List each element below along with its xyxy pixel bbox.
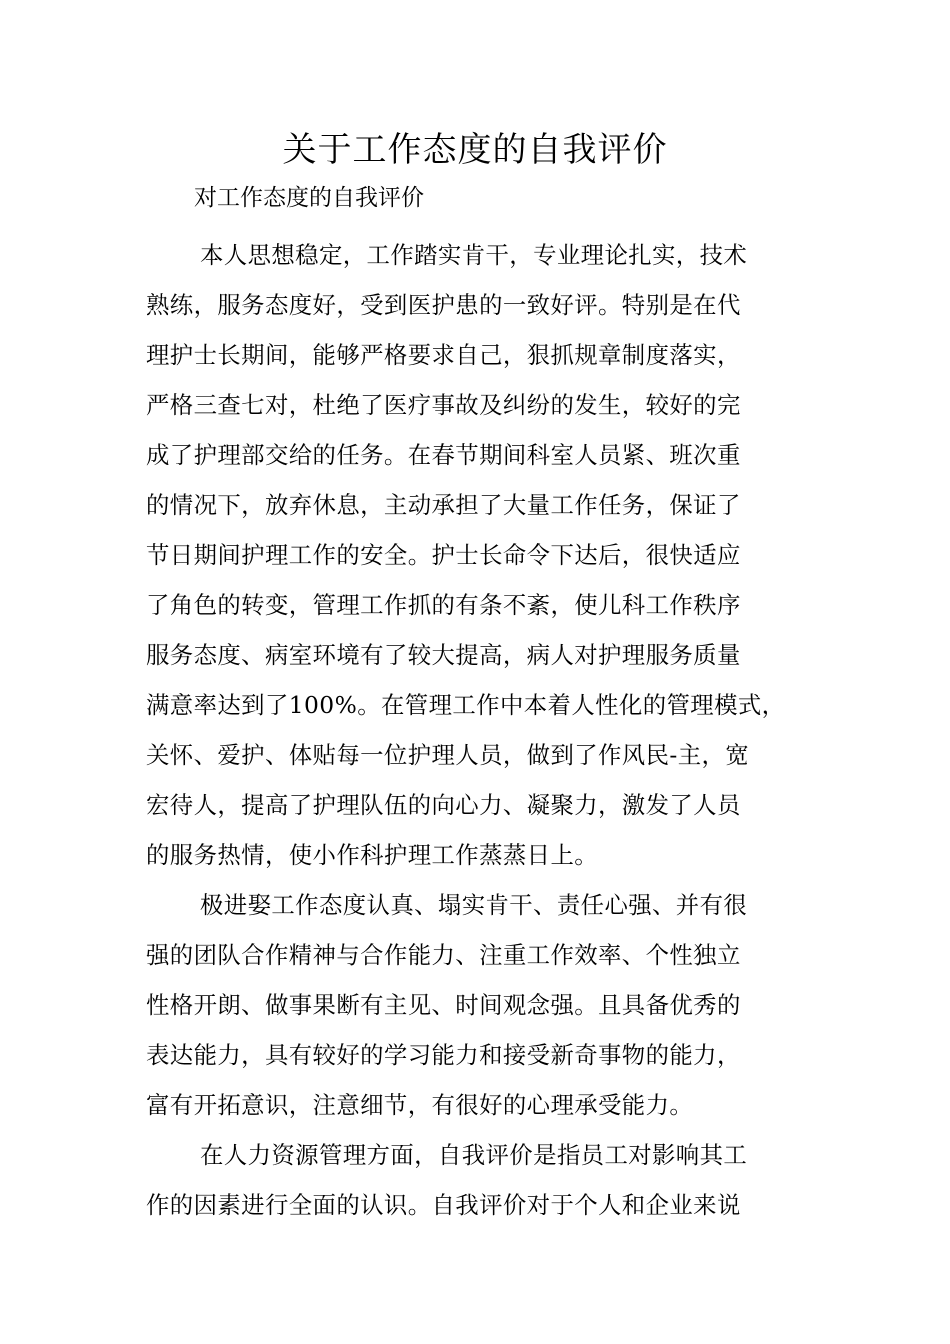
document-body xyxy=(146,230,818,1230)
document-title: 关于工作态度的自我评价 xyxy=(282,130,668,170)
body-line: 服务态度、病室环境有了较大提高，病人对护理服务质量 xyxy=(146,641,741,669)
body-line: 性格开朗、做事果断有主见、时间观念强。且具备优秀的 xyxy=(146,991,741,1019)
body-line: 在人力资源管理方面，自我评价是指员工对影响其工 xyxy=(200,1141,748,1169)
body-line: 成了护理部交给的任务。在春节期间科室人员紧、班次重 xyxy=(146,441,741,469)
document-subtitle: 对工作态度的自我评价 xyxy=(194,185,424,211)
body-line: 了角色的转变，管理工作抓的有条不紊，使儿科工作秩序 xyxy=(146,591,741,619)
body-line: 的服务热情，使小作科护理工作蒸蒸日上。 xyxy=(146,841,599,869)
body-line: 节日期间护理工作的安全。护士长命令下达后，很快适应 xyxy=(146,541,741,569)
body-line: 本人思想稳定，工作踏实肯干，专业理论扎实，技术 xyxy=(200,241,748,269)
body-line: 宏待人，提高了护理队伍的向心力、凝聚力，激发了人员 xyxy=(146,791,741,819)
body-line: 强的团队合作精神与合作能力、注重工作效率、个性独立 xyxy=(146,941,741,969)
body-line: 富有开拓意识，注意细节，有很好的心理承受能力。 xyxy=(146,1091,694,1119)
body-line: 作的因素进行全面的认识。自我评价对于个人和企业来说 xyxy=(146,1191,741,1219)
body-line: 的情况下，放弃休息，主动承担了大量工作任务，保证了 xyxy=(146,491,741,519)
body-line: 熟练，服务态度好，受到医护患的一致好评。特别是在代 xyxy=(146,291,741,319)
body-line: 极进娶工作态度认真、塌实肯干、责任心强、并有很 xyxy=(200,891,748,919)
body-line: 满意率达到了100%。在管理工作中本着人性化的管理模式， xyxy=(146,691,786,719)
body-line: 理护士长期间，能够严格要求自己，狠抓规章制度落实， xyxy=(146,341,741,369)
body-line: 严格三查七对，杜绝了医疗事故及纠纷的发生，较好的完 xyxy=(146,391,741,419)
body-line: 表达能力，具有较好的学习能力和接受新奇事物的能力， xyxy=(146,1041,741,1069)
body-line: 关怀、爱护、体贴每一位护理人员，做到了作风民-主，宽 xyxy=(146,741,750,769)
